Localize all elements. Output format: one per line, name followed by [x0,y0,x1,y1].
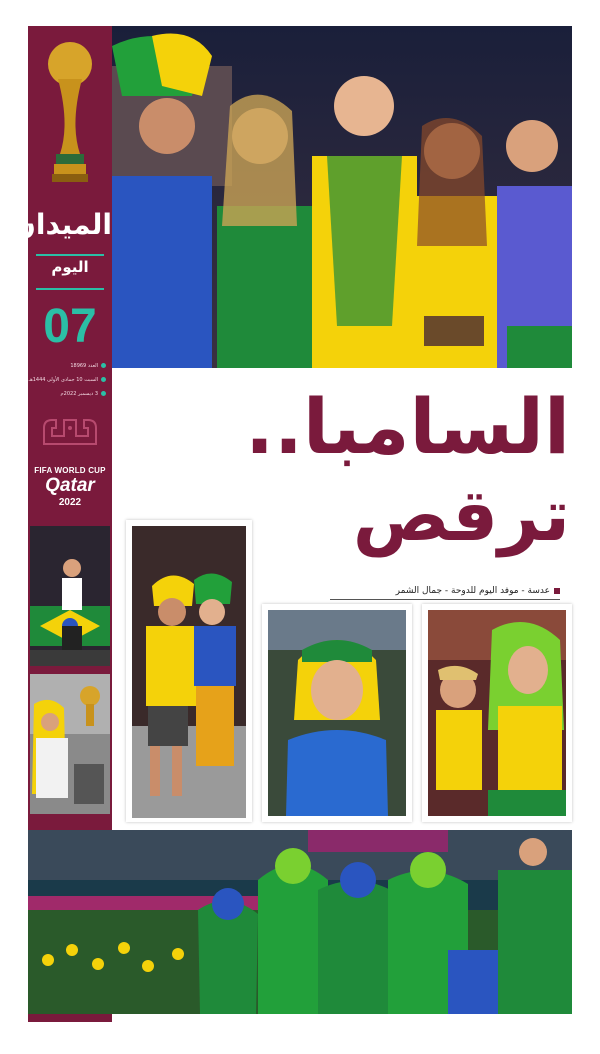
headline-line-1: السامبا.. [245,382,570,471]
hero-photo-fans [112,26,572,368]
photo-couple-fans [132,526,246,818]
world-cup-trophy-icon [42,34,98,184]
sidebar-photo-flag-fan [30,526,110,666]
photo-stadium-crowd [28,830,572,1014]
divider [36,288,104,290]
qatar-ornament-icon [42,414,98,448]
photo-green-wig-fans [428,610,566,816]
issue-page-number: 07 [43,300,97,353]
meta-hijri-date: السبت 10 جمادى الأولى 1444هـ [28,374,112,386]
bullet-icon [101,391,106,396]
masthead-subtitle: اليوم [51,258,89,276]
photo-smiling-fan [268,610,406,816]
fifa-world-cup-logo: FIFA WORLD CUP Qatar 2022 [34,466,106,508]
bullet-icon [101,377,106,382]
photo-credit: عدسة - موفد اليوم للدوحة - جمال الشمر [330,586,560,600]
credit-marker-icon [554,588,560,594]
divider [36,254,104,256]
bullet-icon [101,363,106,368]
masthead-title: الميدان [12,208,112,241]
meta-issue-number: العدد 18969 [28,360,112,372]
headline [245,382,570,558]
meta-gregorian-date: 3 ديسمبر 2022م [28,388,112,400]
headline-line-2: ترقص [352,473,570,557]
sidebar-photo-trophy-fan [30,674,110,814]
